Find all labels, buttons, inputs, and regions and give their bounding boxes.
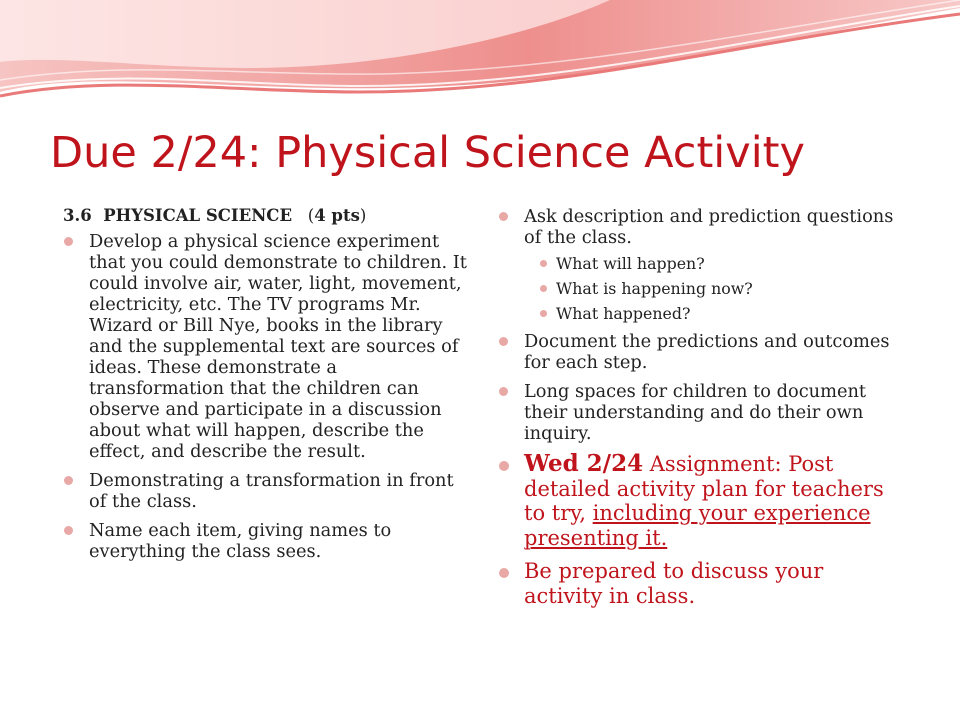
list-item-ask xyxy=(498,206,898,323)
right-column xyxy=(498,206,898,617)
points-close: ) xyxy=(359,206,367,225)
sub-bullet-list xyxy=(524,254,898,323)
left-bullet-list xyxy=(63,231,468,562)
list-item: Demonstrating a transformation in front of the class. xyxy=(63,470,468,512)
assignment-text: Assignment: Post detailed activity plan for teachers to try, xyxy=(524,452,884,525)
ask-text: Ask description and prediction questions of the class. xyxy=(524,206,894,248)
header-swoosh-decoration xyxy=(0,0,960,110)
sub-list-item: What happened? xyxy=(536,304,898,323)
list-item: Name each item, giving names to everything the class sees. xyxy=(63,520,468,562)
points-value: 4 pts xyxy=(314,206,360,225)
section-heading xyxy=(63,206,468,225)
sub-list-item: What will happen? xyxy=(536,254,898,273)
list-item: Develop a physical science experiment that you could demonstrate to children. It could involve air, water, light, movement, electricity, etc. The TV programs Mr. Wizard or Bill Nye, books in the library and the supplemental text are sources of ideas. These demonstrate a transformation that the children can observe and participate in a discussion about what will happen, describe the effect, and describe the result. xyxy=(63,231,468,462)
list-item-prepared: Be prepared to discuss your activity in class. xyxy=(498,559,898,608)
slide-title: Due 2/24: Physical Science Activity xyxy=(50,128,805,178)
left-column xyxy=(63,206,468,570)
sub-list-item: What is happening now? xyxy=(536,279,898,298)
right-bullet-list xyxy=(498,206,898,608)
assignment-underlined: including your experience presenting it. xyxy=(524,501,871,550)
list-item-assignment xyxy=(498,452,898,550)
section-heading-label: 3.6 PHYSICAL SCIENCE xyxy=(63,206,293,225)
list-item-document: Document the predictions and outcomes for each step. xyxy=(498,331,898,373)
points-label xyxy=(292,206,366,225)
assignment-date: Wed 2/24 xyxy=(524,450,644,477)
list-item-long-spaces: Long spaces for children to document their understanding and do their own inquiry. xyxy=(498,381,898,444)
points-open: ( xyxy=(292,206,315,225)
